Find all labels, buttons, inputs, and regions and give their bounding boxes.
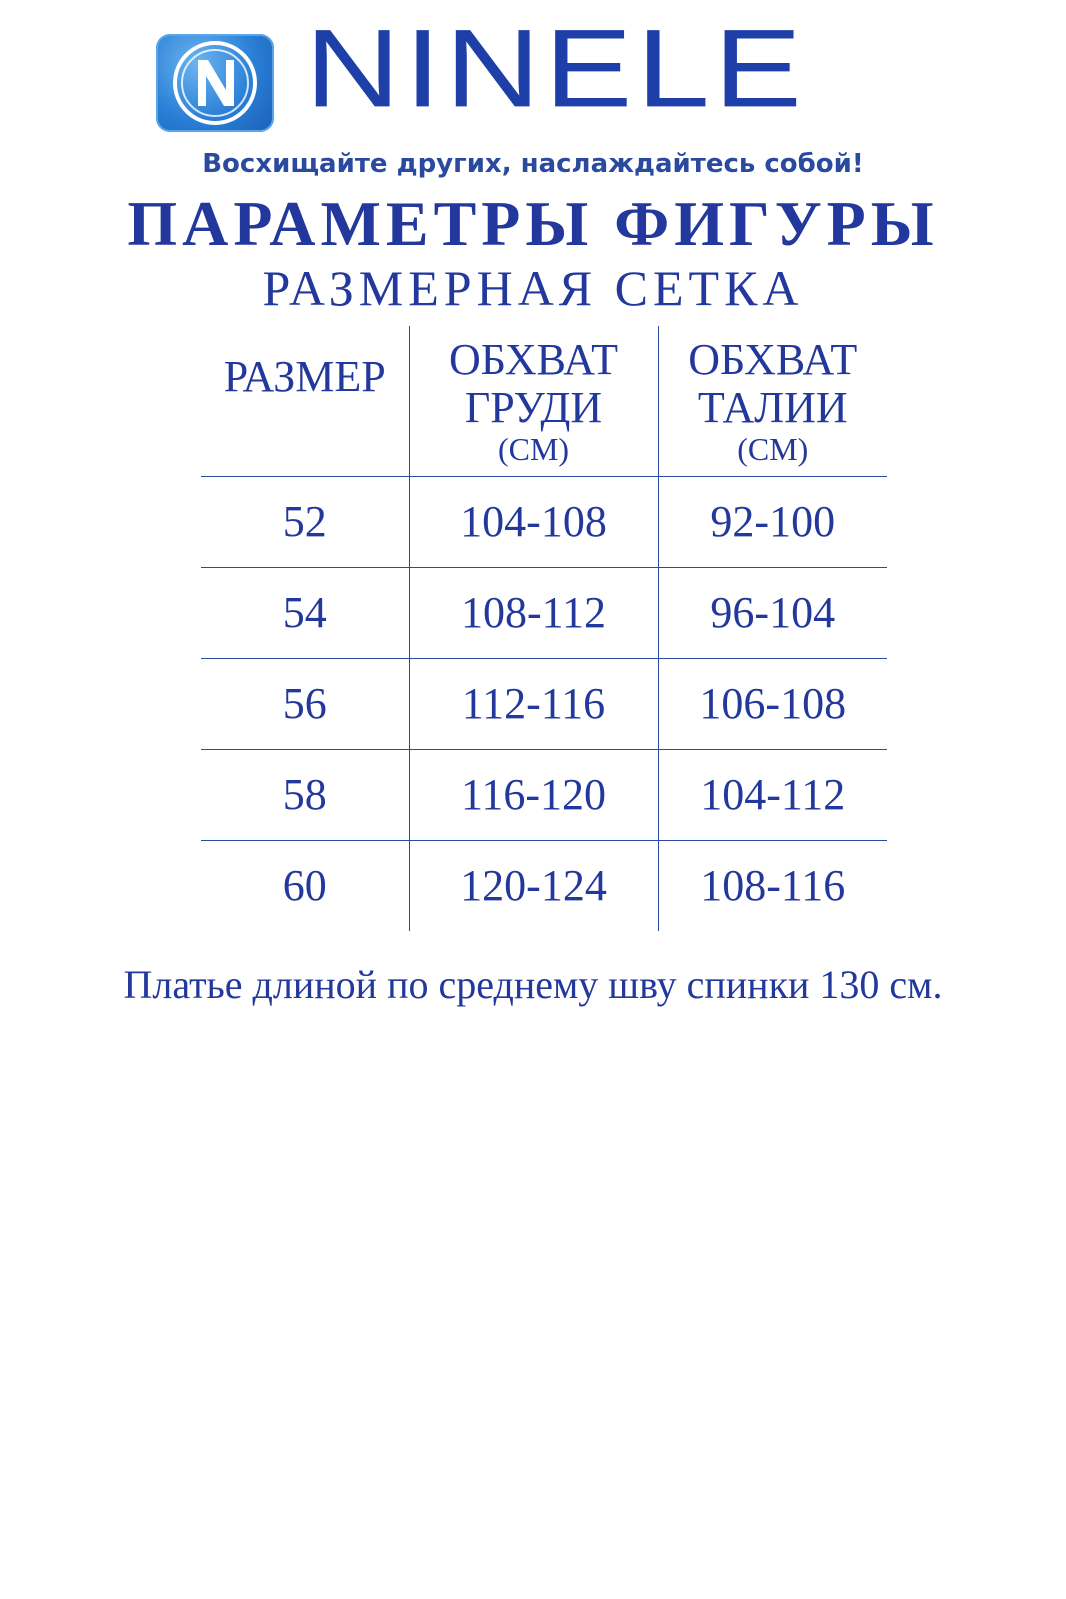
cell-waist: 96-104: [658, 568, 887, 659]
cell-waist: 106-108: [658, 659, 887, 750]
cell-size: 56: [201, 659, 409, 750]
table-header-row: [201, 326, 887, 477]
cell-chest: 120-124: [409, 841, 658, 932]
cell-size: 52: [282, 497, 327, 546]
header-waist: ОБХВАТ ТАЛИИ (СМ): [658, 326, 887, 477]
cell-chest: 116-120: [409, 750, 658, 841]
table-row: [201, 659, 887, 750]
brand-name: NINELE: [305, 6, 806, 130]
page-title: ПАРАМЕТРЫ ФИГУРЫ: [127, 188, 939, 259]
ninele-n-badge-icon: [156, 34, 274, 132]
cell-chest: 104-108: [409, 477, 658, 568]
page-subtitle: РАЗМЕРНАЯ СЕТКА: [262, 260, 804, 316]
cell-chest: 112-116: [409, 659, 658, 750]
cell-waist: 104-112: [658, 750, 887, 841]
table-row: [201, 477, 887, 568]
size-table: [201, 326, 887, 931]
cell-waist: 92-100: [658, 477, 887, 568]
length-note: Платье длиной по среднему шву спинки 130 см.: [123, 962, 943, 1007]
cell-size: 60: [201, 841, 409, 932]
brand-slogan: Восхищайте других, наслаждайтесь собой!: [202, 149, 864, 179]
table-row: [201, 750, 887, 841]
cell-waist: 108-116: [658, 841, 887, 932]
cell-size: 58: [201, 750, 409, 841]
header-chest: ОБХВАТ ГРУДИ (СМ): [409, 326, 658, 477]
cell-size: 54: [201, 568, 409, 659]
cell-chest: 108-112: [409, 568, 658, 659]
header-size: РАЗМЕР: [201, 326, 409, 477]
table-row: [201, 568, 887, 659]
table-row: [201, 841, 887, 932]
